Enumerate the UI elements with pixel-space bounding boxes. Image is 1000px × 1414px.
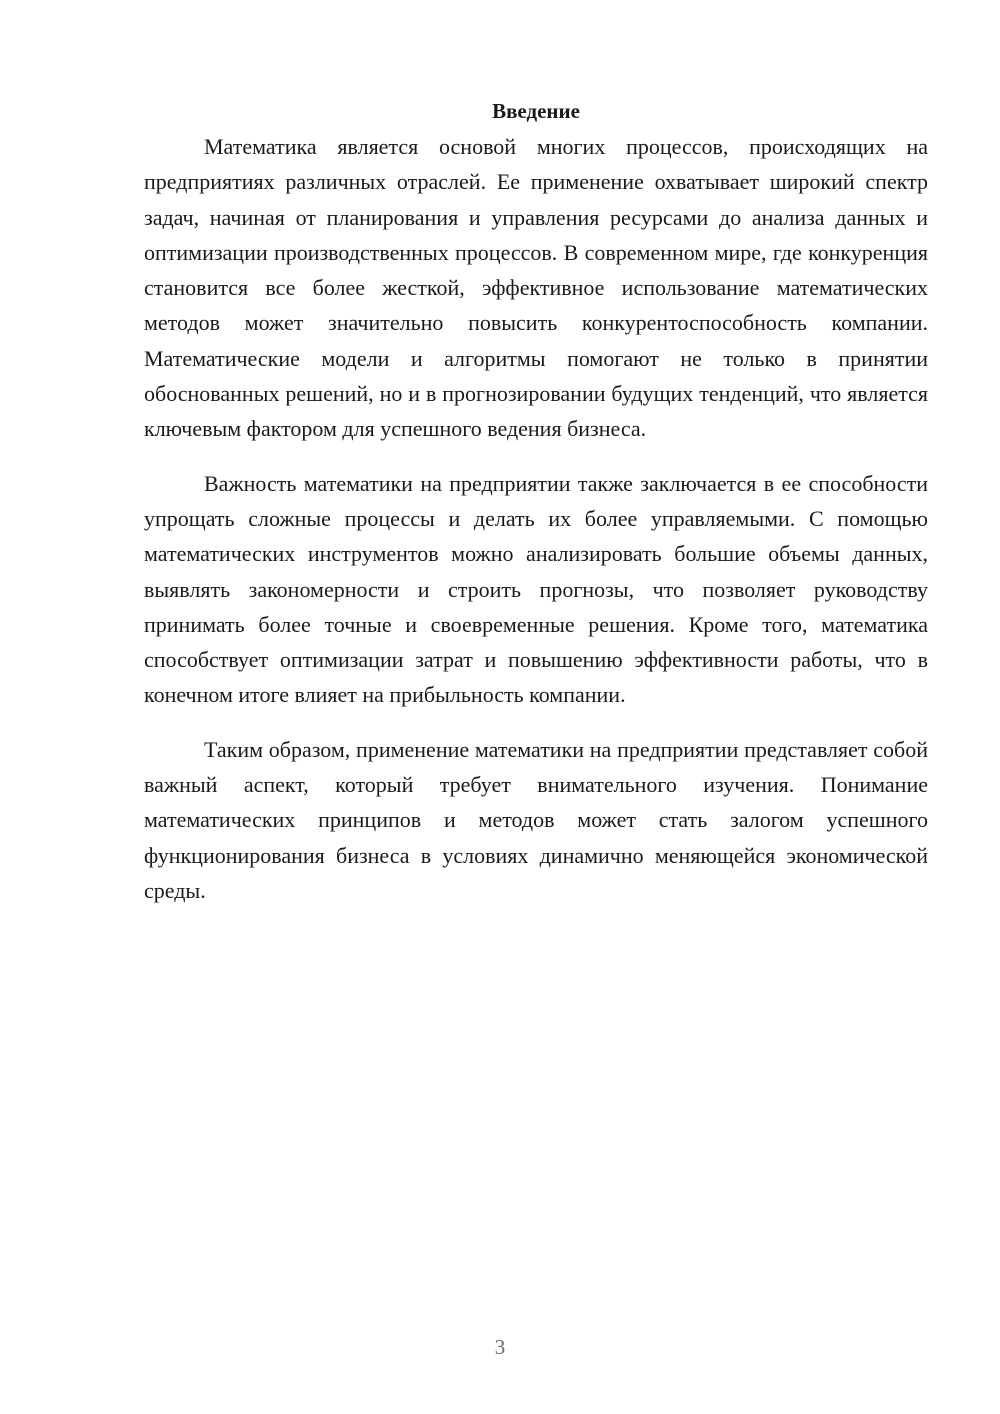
- page-number: 3: [494, 1335, 506, 1359]
- page-body: [144, 95, 928, 927]
- section-heading: Введение: [492, 99, 580, 123]
- paragraph-1: Математика является основой многих процессов, происходящих на предприятиях различных отраслей. Ее применение охватывает широкий спектр задач, начиная от планирования и управления ресурсами до анализа данных и оптимизации производственных процессов. В современном мире, где конкуренция становится все более жесткой, эффективное использование математических методов может значительно повысить конкурентоспособность компании. Математические модели и алгоритмы помогают не только в принятии обоснованных решений, но и в прогнозировании будущих тенденций, что является ключевым фактором для успешного ведения бизнеса.: [144, 134, 928, 442]
- paragraph-3: Таким образом, применение математики на предприятии представляет собой важный аспект, который требует внимательного изучения. Понимание математических принципов и методов может стать залогом успешного функционирования бизнеса в условиях динамично меняющейся экономической среды.: [144, 736, 928, 903]
- paragraph-2: Важность математики на предприятии также заключается в ее способности упрощать сложные процессы и делать их более управляемыми. С помощью математических инструментов можно анализировать большие объемы данных, выявлять закономерности и строить прогнозы, что позволяет руководству принимать более точные и своевременные решения. Кроме того, математика способствует оптимизации затрат и повышению эффективности работы, что в конечном итоге влияет на прибыльность компании.: [144, 470, 928, 708]
